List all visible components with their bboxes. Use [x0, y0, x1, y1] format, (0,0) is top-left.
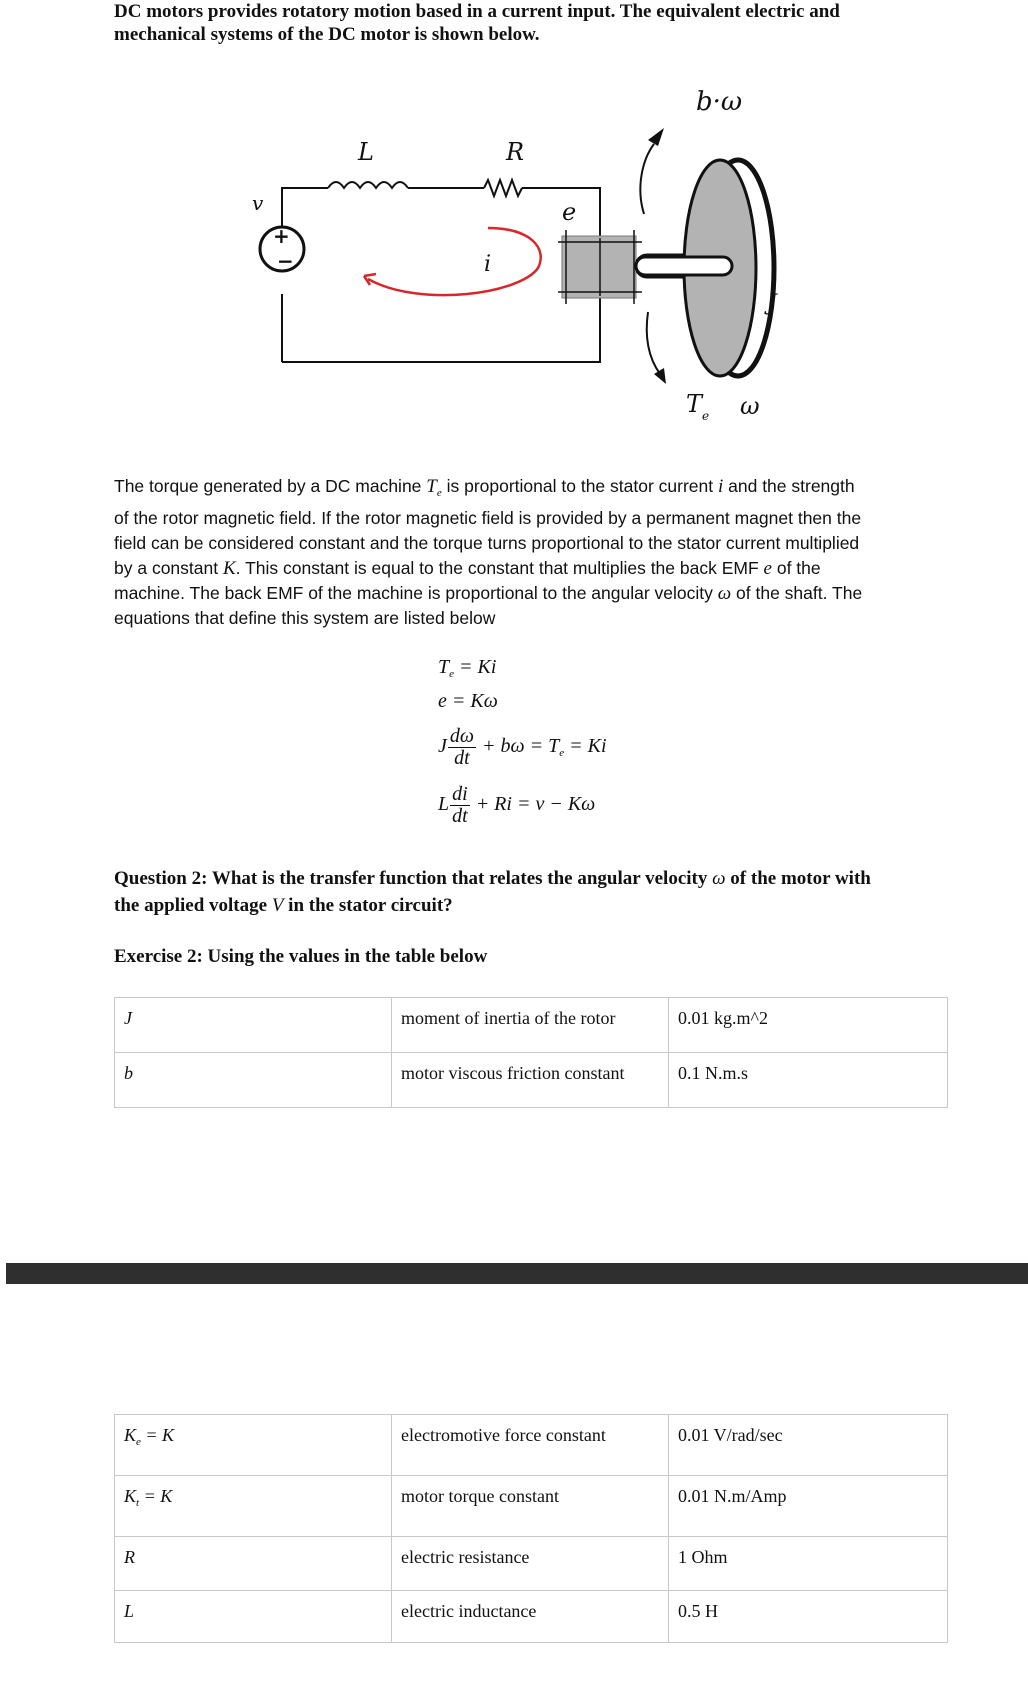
param-description: electric resistance: [392, 1537, 669, 1591]
param-value: 0.5 H: [669, 1591, 948, 1643]
equation-back-emf: e = Kω: [438, 690, 498, 712]
plus-sign: +: [273, 224, 290, 248]
param-value: 0.01 kg.m^2: [669, 998, 948, 1053]
param-symbol: b: [115, 1053, 392, 1108]
body-line-4: by a constant K. This constant is equal to the constant that multiplies the back EMF e of the: [114, 558, 821, 579]
table-row: [115, 1415, 948, 1476]
parameter-table-2: [114, 1414, 948, 1643]
equation-electrical: L $\frac{di}{dt}$ + Ri = v − Kω: [438, 783, 596, 827]
inductor-coil: [328, 182, 408, 188]
param-symbol: L: [115, 1591, 392, 1643]
question-line-1: Question 2: What is the transfer function that relates the angular velocity ω of the motor with: [114, 868, 871, 889]
equation-mechanical: J $\frac{d\omega}{dt}$ + $b\omega = T_e = Ki$: [438, 725, 607, 769]
param-description: moment of inertia of the rotor: [392, 998, 669, 1053]
param-value: 1 Ohm: [669, 1537, 948, 1591]
label-R: R: [506, 138, 525, 166]
label-v: v: [252, 191, 264, 215]
param-description: motor viscous friction constant: [392, 1053, 669, 1108]
current-arrow: [368, 228, 541, 295]
param-value: 0.1 N.m.s: [669, 1053, 948, 1108]
param-description: electromotive force constant: [392, 1415, 669, 1476]
minus-sign: −: [277, 249, 294, 273]
param-symbol: $K_t = K$: [115, 1476, 392, 1537]
dc-motor-diagram: [230, 78, 850, 438]
intro-line-2: mechanical systems of the DC motor is shown below.: [114, 24, 540, 45]
param-description: electric inductance: [392, 1591, 669, 1643]
exercise-2-heading: Exercise 2: Using the values in the table below: [114, 946, 488, 967]
table-row: [115, 1053, 948, 1108]
label-J: J: [768, 291, 777, 316]
body-line-1: The torque generated by a DC machine $T_e$ is proportional to the stator current i and the strength: [114, 476, 855, 499]
label-omega: ω: [740, 392, 760, 420]
parameter-table-1: [114, 997, 948, 1108]
param-description: motor torque constant: [392, 1476, 669, 1537]
page-divider: [6, 1263, 1028, 1284]
resistor-zigzag: [484, 180, 522, 196]
label-L: L: [358, 138, 374, 166]
motor-body: [562, 236, 636, 298]
body-line-3: field can be considered constant and the torque turns proportional to the stator current multiplied: [114, 533, 860, 553]
label-e: e: [562, 198, 577, 226]
question-2: [114, 865, 954, 919]
table-row: [115, 1476, 948, 1537]
intro-paragraph: [114, 0, 964, 46]
body-line-5: machine. The back EMF of the machine is proportional to the angular velocity ω of the shaft. The: [114, 583, 863, 604]
description-paragraph: [114, 474, 944, 631]
body-line-6: equations that define this system are listed below: [114, 608, 496, 628]
question-line-2: the applied voltage V in the stator circuit?: [114, 895, 453, 916]
intro-line-1: DC motors provides rotatory motion based in a current input. The equivalent electric and: [114, 1, 840, 22]
table-row: [115, 998, 948, 1053]
wire-right: [522, 188, 600, 238]
label-i: i: [484, 252, 492, 277]
label-Te: T: [686, 390, 703, 418]
body-line-2: of the rotor magnetic field. If the rotor magnetic field is provided by a permanent magnet then the: [114, 508, 862, 528]
param-symbol: J: [115, 998, 392, 1053]
label-b-omega: b·ω: [696, 87, 743, 117]
label-Te-sub: e: [702, 409, 710, 423]
param-symbol: R: [115, 1537, 392, 1591]
wire-bottom: [282, 298, 600, 362]
table-row: [115, 1591, 948, 1643]
equation-torque: $T_e = Ki$: [438, 656, 497, 680]
param-value: 0.01 N.m/Amp: [669, 1476, 948, 1537]
param-value: 0.01 V/rad/sec: [669, 1415, 948, 1476]
param-symbol: $K_e = K$: [115, 1415, 392, 1476]
table-row: [115, 1537, 948, 1591]
